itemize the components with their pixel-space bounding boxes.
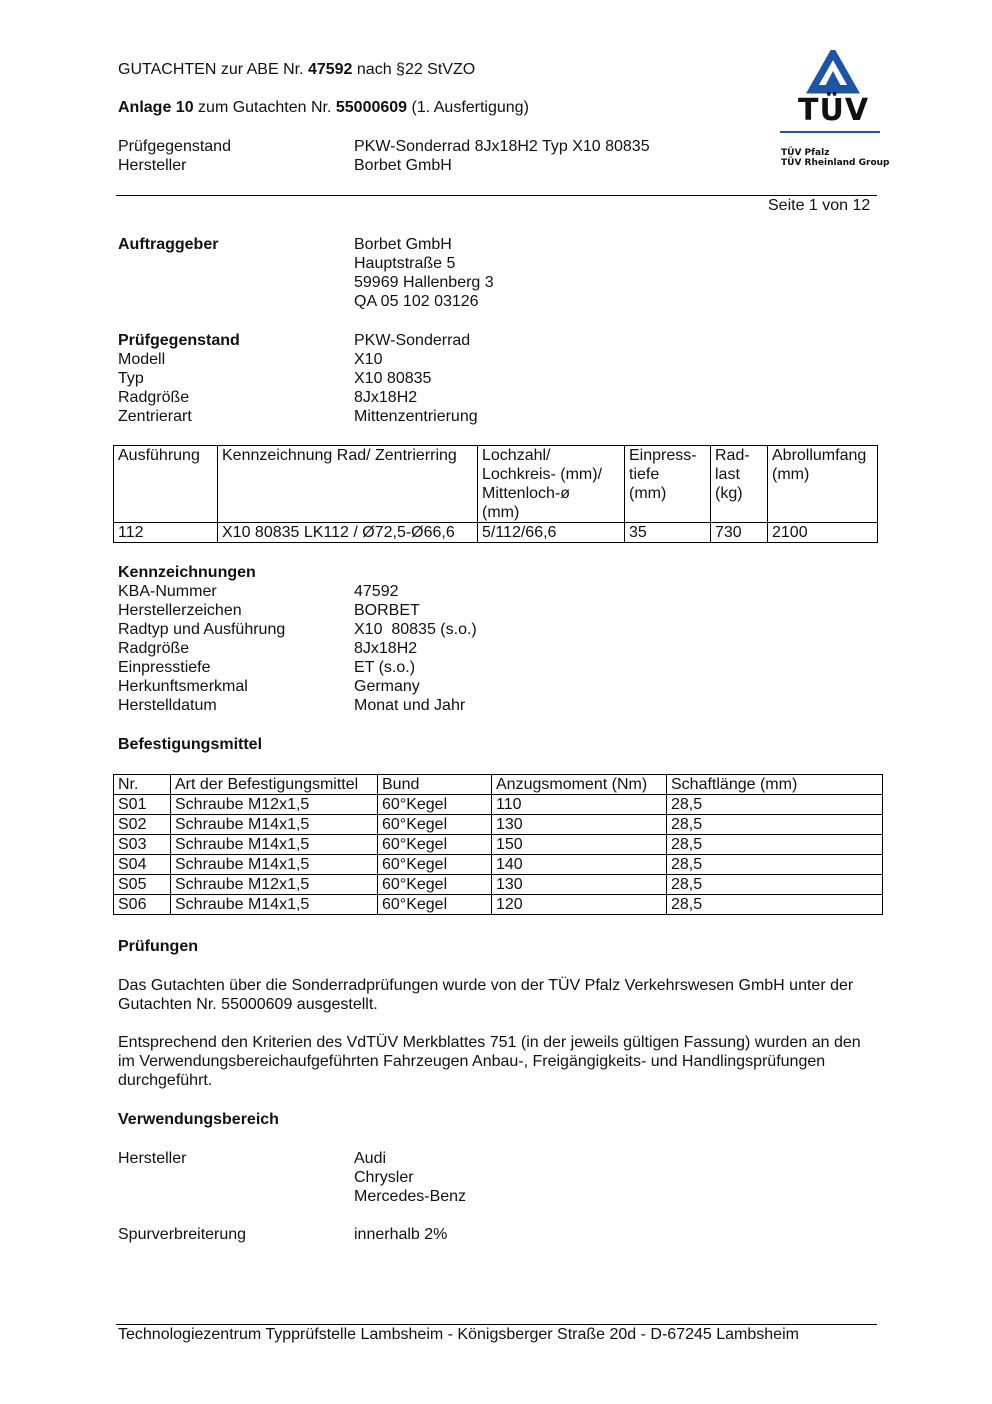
- header-divider: [116, 195, 877, 196]
- table-cell: S01: [114, 795, 171, 815]
- table-cell: Schraube M14x1,5: [171, 815, 378, 835]
- pruefgegenstand-label: Prüfgegenstand: [118, 332, 240, 349]
- spec-label: Modell: [118, 351, 166, 368]
- header-pg-value: PKW-Sonderrad 8Jx18H2 Typ X10 80835: [354, 138, 650, 155]
- annex-label: Anlage 10: [118, 99, 194, 116]
- spec-label: Radgröße: [118, 389, 190, 406]
- table-cell: 60°Kegel: [378, 875, 492, 895]
- header-hersteller-label: Hersteller: [118, 157, 187, 174]
- mark-value: ET (s.o.): [354, 659, 416, 676]
- spec-value: Mittenzentrierung: [354, 408, 478, 425]
- table-cell: 2100: [768, 523, 878, 543]
- spec-value: X10: [354, 351, 383, 368]
- logo-line2: TÜV Rheinland Group: [781, 158, 890, 168]
- mark-value: X10 80835 (s.o.): [354, 621, 477, 638]
- table-cell: Schraube M14x1,5: [171, 895, 378, 915]
- table-cell: X10 80835 LK112 / Ø72,5-Ø66,6: [218, 523, 478, 543]
- table-row: [114, 855, 883, 875]
- table-cell: Schraube M12x1,5: [171, 795, 378, 815]
- spec-value: 8Jx18H2: [354, 389, 418, 406]
- abe-number: 47592: [307, 61, 353, 78]
- table-cell: 28,5: [667, 875, 883, 895]
- table-cell: 28,5: [667, 795, 883, 815]
- document-title: [118, 60, 475, 79]
- table-header-cell: Anzugsmoment (Nm): [492, 775, 667, 795]
- spec-label: Typ: [118, 370, 144, 387]
- mark-value: Monat und Jahr: [354, 697, 466, 714]
- auftraggeber-section: [118, 235, 878, 311]
- table-cell: 110: [492, 795, 667, 815]
- spec-label: Zentrierart: [118, 408, 192, 425]
- mark-value: Germany: [354, 678, 420, 695]
- annex-line: [118, 98, 529, 117]
- table-cell: S03: [114, 835, 171, 855]
- pruefungen-paragraph: Entsprechend den Kriterien des VdTÜV Merkblattes 751 (in der jeweils gültigen Fassung) wurden an den im Verwendungsbereichaufgeführten Fahrzeugen Anbau-, Freigängigkeits- und Handlingsprüfungen durchgeführt.: [118, 1034, 861, 1089]
- logo-line1: TÜV Pfalz: [781, 148, 830, 158]
- table-header-cell: Schaftlänge (mm): [667, 775, 883, 795]
- auftraggeber-line: QA 05 102 03126: [354, 293, 479, 310]
- table-cell: 35: [625, 523, 711, 543]
- spur-value: innerhalb 2%: [354, 1226, 448, 1243]
- table-cell: S06: [114, 895, 171, 915]
- auftraggeber-line: 59969 Hallenberg 3: [354, 274, 494, 291]
- table-cell: 28,5: [667, 835, 883, 855]
- spur-section: [118, 1225, 878, 1244]
- pruefungen-paragraph: Das Gutachten über die Sonderradprüfungen wurde von der TÜV Pfalz Verkehrswesen GmbH unter der Gutachten Nr. 55000609 ausgestellt.: [118, 977, 854, 1013]
- table-header-cell: Lochzahl/ Lochkreis- (mm)/ Mittenloch-ø (mm): [478, 446, 625, 523]
- annex-mid: zum Gutachten Nr.: [193, 99, 336, 116]
- table-row: [114, 795, 883, 815]
- table-cell: 5/112/66,6: [478, 523, 625, 543]
- verwendung-hersteller-label: Hersteller: [118, 1150, 187, 1167]
- wheel-table: [113, 445, 878, 543]
- pruefgegenstand-value: PKW-Sonderrad: [354, 332, 471, 349]
- section-title: Prüfungen: [118, 938, 198, 955]
- table-cell: 28,5: [667, 815, 883, 835]
- section-title: Verwendungsbereich: [118, 1111, 279, 1128]
- table-cell: Schraube M14x1,5: [171, 835, 378, 855]
- pruefgegenstand-section: [118, 331, 878, 426]
- mark-value: 47592: [354, 583, 399, 600]
- table-cell: 60°Kegel: [378, 795, 492, 815]
- table-row: [114, 523, 878, 543]
- table-cell: 130: [492, 815, 667, 835]
- title-prefix: GUTACHTEN zur ABE Nr.: [118, 61, 308, 78]
- table-header-row: [114, 446, 878, 523]
- page-number: Seite 1 von 12: [768, 197, 871, 214]
- table-cell: 130: [492, 875, 667, 895]
- mark-value: 8Jx18H2: [354, 640, 418, 657]
- logo-brand: TÜV: [798, 93, 870, 128]
- mark-label: KBA-Nummer: [118, 583, 217, 600]
- vehicle-manufacturer: Audi: [354, 1150, 387, 1167]
- header-hersteller-value: Borbet GmbH: [354, 157, 452, 174]
- annex-suffix: (1. Ausfertigung): [407, 99, 529, 116]
- table-row: [114, 875, 883, 895]
- mark-label: Herstellerzeichen: [118, 602, 242, 619]
- table-header-cell: Nr.: [114, 775, 171, 795]
- table-cell: 730: [711, 523, 768, 543]
- mark-label: Radtyp und Ausführung: [118, 621, 286, 638]
- mark-label: Herstelldatum: [118, 697, 217, 714]
- table-cell: Schraube M14x1,5: [171, 855, 378, 875]
- mark-label: Herkunftsmerkmal: [118, 678, 248, 695]
- table-cell: S05: [114, 875, 171, 895]
- vehicle-manufacturer: Mercedes-Benz: [354, 1188, 467, 1205]
- table-cell: S04: [114, 855, 171, 875]
- report-number: 55000609: [335, 99, 408, 116]
- table-cell: 60°Kegel: [378, 855, 492, 875]
- table-header-cell: Rad- last (kg): [711, 446, 768, 523]
- table-header-cell: Ausführung: [114, 446, 218, 523]
- table-cell: Schraube M12x1,5: [171, 875, 378, 895]
- table-cell: S02: [114, 815, 171, 835]
- kennzeichnungen-section: [118, 563, 878, 715]
- mark-label: Radgröße: [118, 640, 190, 657]
- auftraggeber-line: Hauptstraße 5: [354, 255, 456, 272]
- spec-value: X10 80835: [354, 370, 432, 387]
- fastener-table: [113, 774, 883, 915]
- table-cell: 60°Kegel: [378, 895, 492, 915]
- table-cell: 120: [492, 895, 667, 915]
- section-title: Befestigungsmittel: [118, 736, 263, 753]
- table-row: [114, 815, 883, 835]
- table-cell: 60°Kegel: [378, 835, 492, 855]
- mark-value: BORBET: [354, 602, 420, 619]
- table-row: [114, 835, 883, 855]
- table-header-cell: Kennzeichnung Rad/ Zentrierring: [218, 446, 478, 523]
- footer-address: Technologiezentrum Typprüfstelle Lambsheim - Königsberger Straße 20d - D-67245 Lambsheim: [118, 1326, 799, 1343]
- vehicle-manufacturer: Chrysler: [354, 1169, 414, 1186]
- header-info: [118, 137, 878, 175]
- table-cell: 112: [114, 523, 218, 543]
- table-cell: 150: [492, 835, 667, 855]
- table-row: [114, 895, 883, 915]
- tuev-logo: [778, 50, 888, 175]
- table-cell: 60°Kegel: [378, 815, 492, 835]
- table-header-cell: Art der Befestigungsmittel: [171, 775, 378, 795]
- table-cell: 28,5: [667, 895, 883, 915]
- table-header-row: [114, 775, 883, 795]
- table-header-cell: Abrollumfang (mm): [768, 446, 878, 523]
- table-header-cell: Einpress- tiefe (mm): [625, 446, 711, 523]
- verwendung-section: [118, 1149, 878, 1206]
- table-cell: 140: [492, 855, 667, 875]
- spur-label: Spurverbreiterung: [118, 1226, 247, 1243]
- title-suffix: nach §22 StVZO: [352, 61, 476, 78]
- auftraggeber-line: Borbet GmbH: [354, 236, 452, 253]
- header-pg-label: Prüfgegenstand: [118, 138, 231, 155]
- mark-label: Einpresstiefe: [118, 659, 211, 676]
- auftraggeber-label: Auftraggeber: [118, 236, 219, 253]
- table-cell: 28,5: [667, 855, 883, 875]
- table-header-cell: Bund: [378, 775, 492, 795]
- section-title: Kennzeichnungen: [118, 564, 256, 581]
